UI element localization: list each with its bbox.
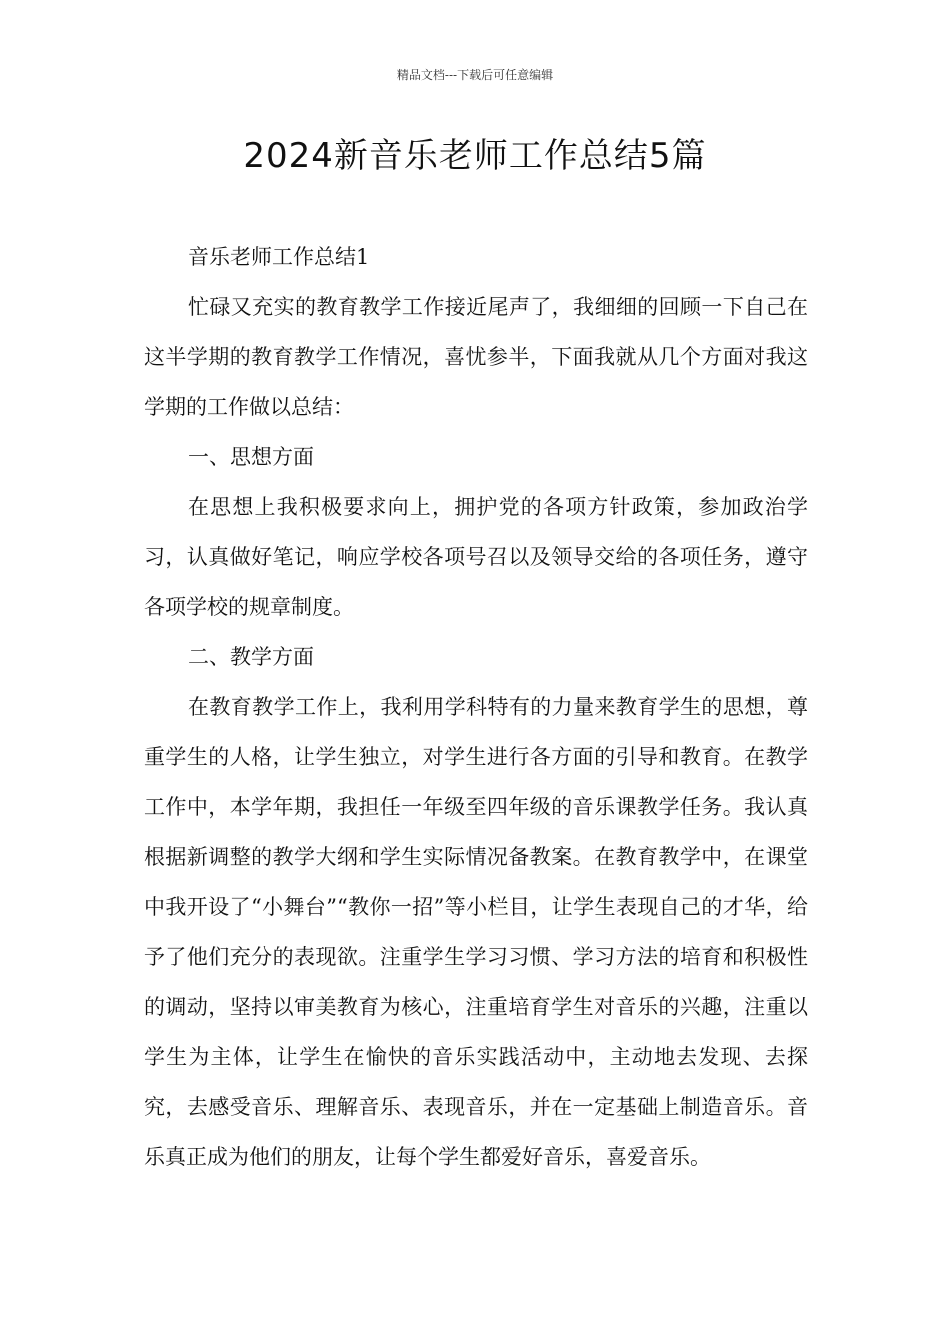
intro-paragraph: 忙碌又充实的教育教学工作接近尾声了，我细细的回顾一下自己在这半学期的教育教学工作情况，喜忧参半，下面我就从几个方面对我这学期的工作做以总结：	[144, 295, 808, 419]
teaching-paragraph: 在教育教学工作上，我利用学科特有的力量来教育学生的思想，尊重学生的人格，让学生独立，对学生进行各方面的引导和教育。在教学工作中，本学年期，我担任一年级至四年级的音乐课教学任务。我认真根据新调整的教学大纲和学生实际情况备教案。在教育教学中，在课堂中我开设了“小舞台”“教你一招”等小栏目，让学生表现自己的才华，给予了他们充分的表现欲。注重学生学习习惯、学习方法的培育和积极性的调动，坚持以审美教育为核心，注重培育学生对音乐的兴趣，注重以学生为主体，让学生在愉快的音乐实践活动中，主动地去发现、去探究，去感受音乐、理解音乐、表现音乐，并在一定基础上制造音乐。音乐真正成为他们的朋友，让每个学生都爱好音乐，喜爱音乐。	[144, 695, 808, 1169]
section-heading-1: 音乐老师工作总结1	[188, 245, 370, 269]
subheading-teaching: 二、教学方面	[188, 645, 314, 669]
header-note: 精品文档---下载后可任意编辑	[396, 68, 554, 82]
thought-paragraph: 在思想上我积极要求向上，拥护党的各项方针政策，参加政治学习，认真做好笔记，响应学校各项号召以及领导交给的各项任务，遵守各项学校的规章制度。	[144, 495, 808, 619]
document-body	[144, 232, 808, 1182]
document-title: 2024新音乐老师工作总结5篇	[243, 136, 707, 176]
subheading-thought: 一、思想方面	[188, 445, 314, 469]
